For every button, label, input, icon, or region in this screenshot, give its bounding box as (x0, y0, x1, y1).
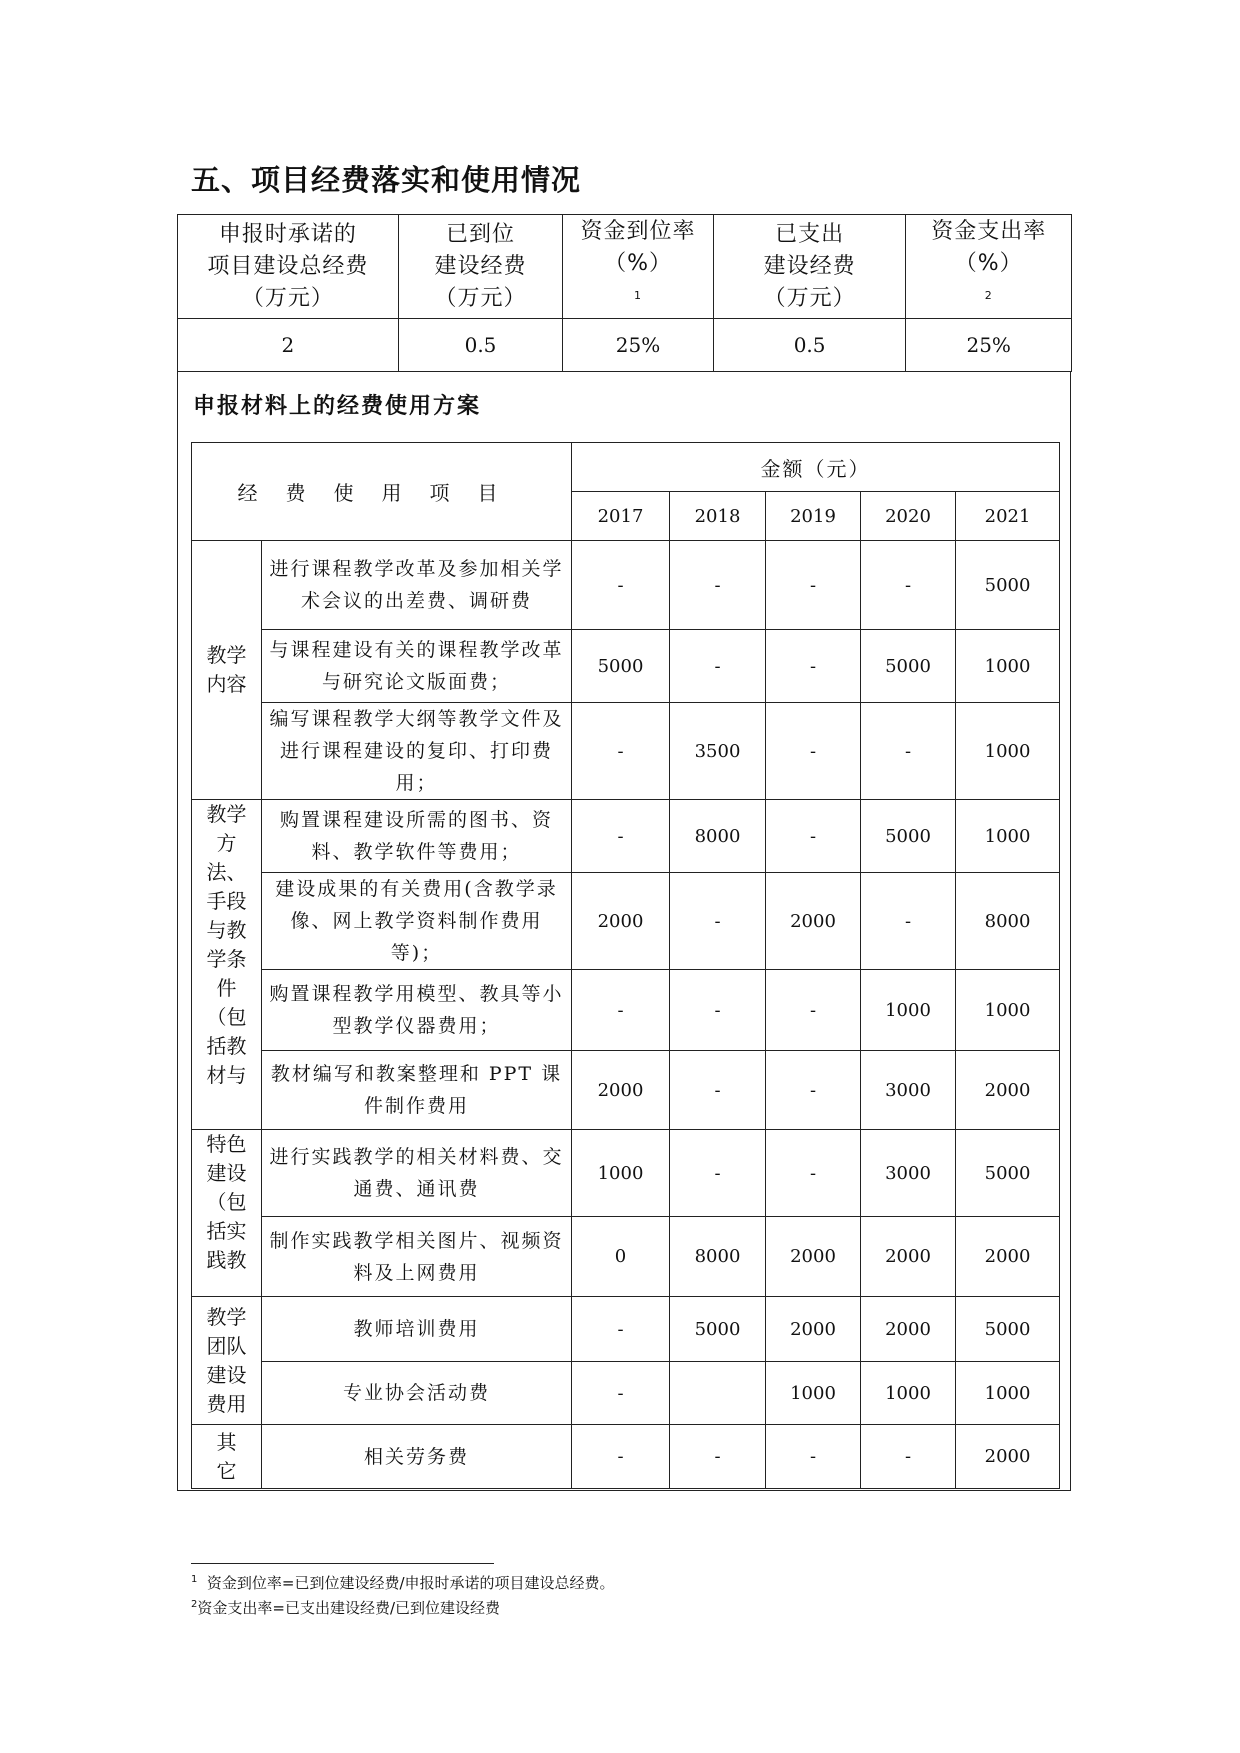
item-cell: 制作实践教学相关图片、视频资料及上网费用 (262, 1217, 572, 1297)
amount-cell: 2000 (956, 1425, 1060, 1489)
item-column-header: 经费使用项目 (192, 443, 572, 541)
amount-cell: 1000 (766, 1362, 861, 1425)
item-cell: 编写课程教学大纲等教学文件及进行课程建设的复印、打印费用； (262, 703, 572, 800)
amount-cell: - (670, 630, 766, 703)
expense-plan-table (191, 442, 1060, 1489)
amount-cell: 3000 (861, 1051, 956, 1130)
summary-header-received: 已到位 建设经费 （万元） (398, 215, 563, 319)
amount-cell: 2000 (766, 1297, 861, 1362)
page-title: 五、项目经费落实和使用情况 (191, 163, 582, 197)
table-row (192, 970, 1060, 1051)
summary-header-spent: 已支出 建设经费 （万元） (713, 215, 906, 319)
amount-cell: 8000 (670, 1217, 766, 1297)
table-row (192, 1130, 1060, 1217)
category-cell: 教学团队建设费用 (192, 1297, 262, 1425)
summary-value-received: 0.5 (398, 319, 563, 372)
amount-cell: - (766, 541, 861, 630)
item-cell: 相关劳务费 (262, 1425, 572, 1489)
amount-cell: - (861, 541, 956, 630)
summary-value-row (178, 319, 1072, 372)
amount-cell: 5000 (861, 630, 956, 703)
summary-header-committed: 申报时承诺的 项目建设总经费 （万元） (178, 215, 399, 319)
amount-cell: 5000 (956, 541, 1060, 630)
amount-cell: - (766, 703, 861, 800)
amount-cell: - (766, 1051, 861, 1130)
amount-cell: 2000 (861, 1217, 956, 1297)
amount-cell: 5000 (670, 1297, 766, 1362)
amount-cell: - (572, 1362, 670, 1425)
year-header: 2019 (766, 492, 861, 541)
detail-header-row-1 (192, 443, 1060, 492)
item-cell: 进行课程教学改革及参加相关学术会议的出差费、调研费 (262, 541, 572, 630)
amount-cell (670, 1362, 766, 1425)
item-cell: 进行实践教学的相关材料费、交通费、通讯费 (262, 1130, 572, 1217)
amount-cell: - (572, 800, 670, 873)
footnote-divider (191, 1563, 494, 1564)
amount-cell: - (766, 800, 861, 873)
amount-cell: - (572, 1425, 670, 1489)
amount-cell: - (670, 1425, 766, 1489)
funding-summary-table (177, 214, 1072, 372)
table-row (192, 1217, 1060, 1297)
summary-header-arrival-rate: 资金到位率 （%） $^1$ (563, 215, 714, 319)
amount-cell: 1000 (956, 1362, 1060, 1425)
year-header: 2020 (861, 492, 956, 541)
amount-cell: 2000 (572, 873, 670, 970)
amount-cell: 2000 (956, 1217, 1060, 1297)
category-cell: 特色建设（包括实践教 (192, 1130, 262, 1297)
table-row (192, 1425, 1060, 1489)
table-row (192, 873, 1060, 970)
amount-cell: - (572, 1297, 670, 1362)
item-cell: 教师培训费用 (262, 1297, 572, 1362)
table-row (192, 1051, 1060, 1130)
year-header: 2017 (572, 492, 670, 541)
amount-cell: - (766, 630, 861, 703)
summary-value-committed: 2 (178, 319, 399, 372)
amount-cell: 8000 (956, 873, 1060, 970)
category-cell: 教学内容 (192, 541, 262, 800)
amount-cell: 1000 (572, 1130, 670, 1217)
summary-value-arrival-rate: 25% (563, 319, 714, 372)
table-row (192, 1362, 1060, 1425)
amount-cell: 1000 (861, 970, 956, 1051)
amount-cell: 1000 (956, 630, 1060, 703)
table-row (192, 1297, 1060, 1362)
summary-header-row (178, 215, 1072, 319)
amount-cell: - (670, 1130, 766, 1217)
table-row (192, 541, 1060, 630)
summary-value-spent: 0.5 (713, 319, 906, 372)
amount-cell: - (572, 970, 670, 1051)
amount-cell: 5000 (956, 1297, 1060, 1362)
item-cell: 购置课程教学用模型、教具等小型教学仪器费用； (262, 970, 572, 1051)
item-cell: 购置课程建设所需的图书、资料、教学软件等费用； (262, 800, 572, 873)
amount-cell: 5000 (956, 1130, 1060, 1217)
year-header: 2021 (956, 492, 1060, 541)
amount-cell: - (861, 1425, 956, 1489)
amount-cell: 1000 (861, 1362, 956, 1425)
amount-cell: 1000 (956, 703, 1060, 800)
amount-cell: 1000 (956, 970, 1060, 1051)
amount-cell: - (572, 541, 670, 630)
amount-cell: - (861, 873, 956, 970)
amount-cell: - (670, 541, 766, 630)
table-row (192, 630, 1060, 703)
amount-cell: - (766, 970, 861, 1051)
item-cell: 建设成果的有关费用(含教学录像、网上教学资料制作费用等)； (262, 873, 572, 970)
item-cell: 与课程建设有关的课程教学改革与研究论文版面费； (262, 630, 572, 703)
amount-cell: 5000 (572, 630, 670, 703)
amount-cell: - (670, 873, 766, 970)
summary-header-spend-rate: 资金支出率 （%） $^2$ (906, 215, 1072, 319)
footnote-2: $^2$资金支出率=已支出建设经费/已到位建设经费 (191, 1599, 500, 1617)
amount-cell: - (766, 1130, 861, 1217)
amount-column-header: 金额（元） (572, 443, 1060, 492)
year-header: 2018 (670, 492, 766, 541)
footnote-ref-1: 1 (634, 288, 643, 302)
amount-cell: 2000 (956, 1051, 1060, 1130)
table-row (192, 800, 1060, 873)
amount-cell: 2000 (766, 873, 861, 970)
amount-cell: 0 (572, 1217, 670, 1297)
amount-cell: 2000 (572, 1051, 670, 1130)
footnote-1: $^1$ 资金到位率=已到位建设经费/申报时承诺的项目建设总经费。 (191, 1574, 615, 1592)
amount-cell: 3500 (670, 703, 766, 800)
item-cell: 教材编写和教案整理和 PPT 课件制作费用 (262, 1051, 572, 1130)
amount-cell: 2000 (861, 1297, 956, 1362)
amount-cell: 2000 (766, 1217, 861, 1297)
item-cell: 专业协会活动费 (262, 1362, 572, 1425)
amount-cell: 5000 (861, 800, 956, 873)
amount-cell: - (572, 703, 670, 800)
category-cell: 教学方法、手段与教学条件（包括教材与 (192, 800, 262, 1130)
amount-cell: - (670, 1051, 766, 1130)
amount-cell: 1000 (956, 800, 1060, 873)
footnote-ref-2: 2 (984, 288, 993, 302)
amount-cell: - (766, 1425, 861, 1489)
table-row (192, 703, 1060, 800)
plan-section-title: 申报材料上的经费使用方案 (177, 371, 1071, 437)
amount-cell: 8000 (670, 800, 766, 873)
amount-cell: - (861, 703, 956, 800)
amount-cell: 3000 (861, 1130, 956, 1217)
amount-cell: - (670, 970, 766, 1051)
summary-value-spend-rate: 25% (906, 319, 1072, 372)
category-cell: 其它 (192, 1425, 262, 1489)
